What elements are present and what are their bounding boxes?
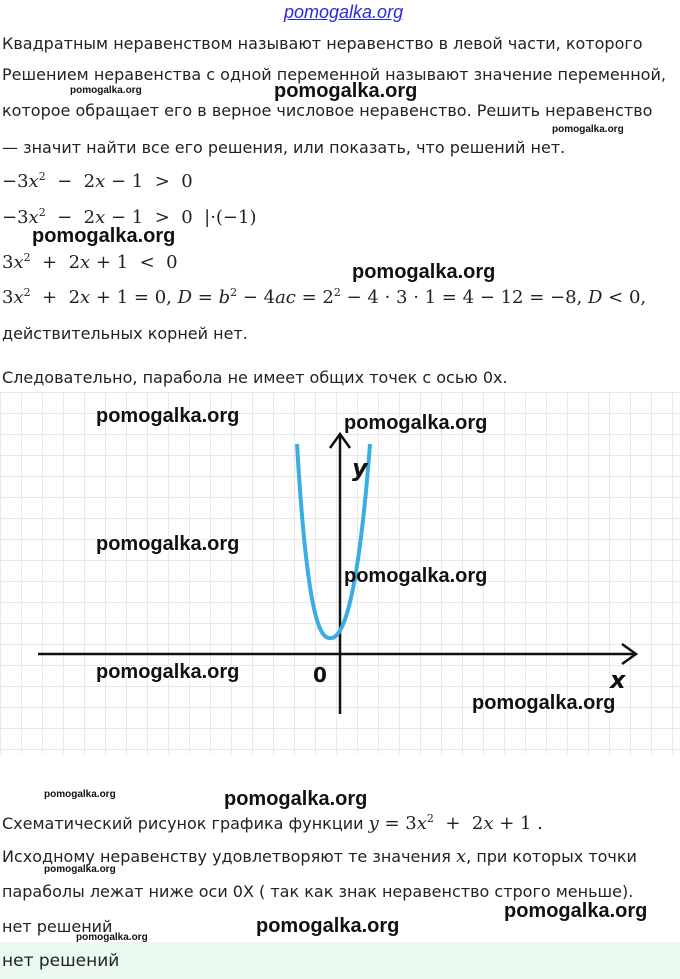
watermark: pomogalka.org (44, 864, 116, 875)
watermark: pomogalka.org (96, 661, 240, 683)
watermark: pomogalka.org (274, 80, 418, 102)
watermark: pomogalka.org (472, 692, 616, 714)
watermark: pomogalka.org (344, 412, 488, 434)
solution-explanation-line-1: Исходному неравенству удовлетворяют те значения x, при которых точки (2, 846, 637, 867)
watermark: pomogalka.org (96, 405, 240, 427)
watermark: pomogalka.org (32, 225, 176, 247)
origin-label: 0 (313, 663, 327, 687)
discriminant-calculation: $3x^2 + 2x + 1 = 0$, $D = b^2 - 4ac = 2^2 - 4 \cdot 3 \cdot 1 = 4 - 12 = -8$, D < 0, (2, 286, 647, 308)
definition-paragraph-2-line-2: которое обращает его в верное числовое неравенство. Решить неравенство (2, 101, 653, 120)
site-link[interactable]: pomogalka.org (284, 2, 404, 22)
watermark: pomogalka.org (224, 788, 368, 810)
answer-block (0, 942, 680, 979)
definition-paragraph-2-line-1: Решением неравенства с одной переменной называют значение переменной, (2, 65, 666, 84)
no-real-roots-text: действительных корней нет. (2, 324, 248, 343)
watermark: pomogalka.org (552, 124, 624, 135)
watermark: pomogalka.org (344, 565, 488, 587)
watermark: pomogalka.org (504, 900, 648, 922)
inequality-transformed: $3x^2 + 2x + 1 < 0$ (2, 251, 178, 273)
watermark: pomogalka.org (44, 789, 116, 800)
watermark: pomogalka.org (76, 932, 148, 943)
no-solutions-text: нет решений (2, 917, 113, 936)
y-axis-label: y (352, 454, 368, 482)
inequality-original: $-3x^2 - 2x - 1 > 0$ (2, 170, 193, 192)
watermark: pomogalka.org (70, 85, 142, 96)
watermark: pomogalka.org (96, 533, 240, 555)
answer-text: нет решений (2, 951, 120, 971)
graph-caption: Схематический рисунок графика функции $y = 3x^2 + 2x + 1$ . (2, 812, 543, 834)
solution-explanation-line-2: параболы лежат ниже оси 0Х ( так как знак неравенство строго меньше). (2, 882, 634, 901)
conclusion-text: Следовательно, парабола не имеет общих точек с осью 0х. (2, 368, 508, 387)
definition-paragraph-2-line-3: — значит найти все его решения, или показать, что решений нет. (2, 138, 566, 157)
definition-paragraph-1: Квадратным неравенством называют неравенство в левой части, которого (2, 34, 643, 53)
watermark: pomogalka.org (256, 915, 400, 937)
x-axis-label: x (610, 666, 626, 694)
inequality-multiply-step: $-3x^2 - 2x - 1 > 0$ |·(−1) (2, 206, 257, 228)
watermark: pomogalka.org (352, 261, 496, 283)
